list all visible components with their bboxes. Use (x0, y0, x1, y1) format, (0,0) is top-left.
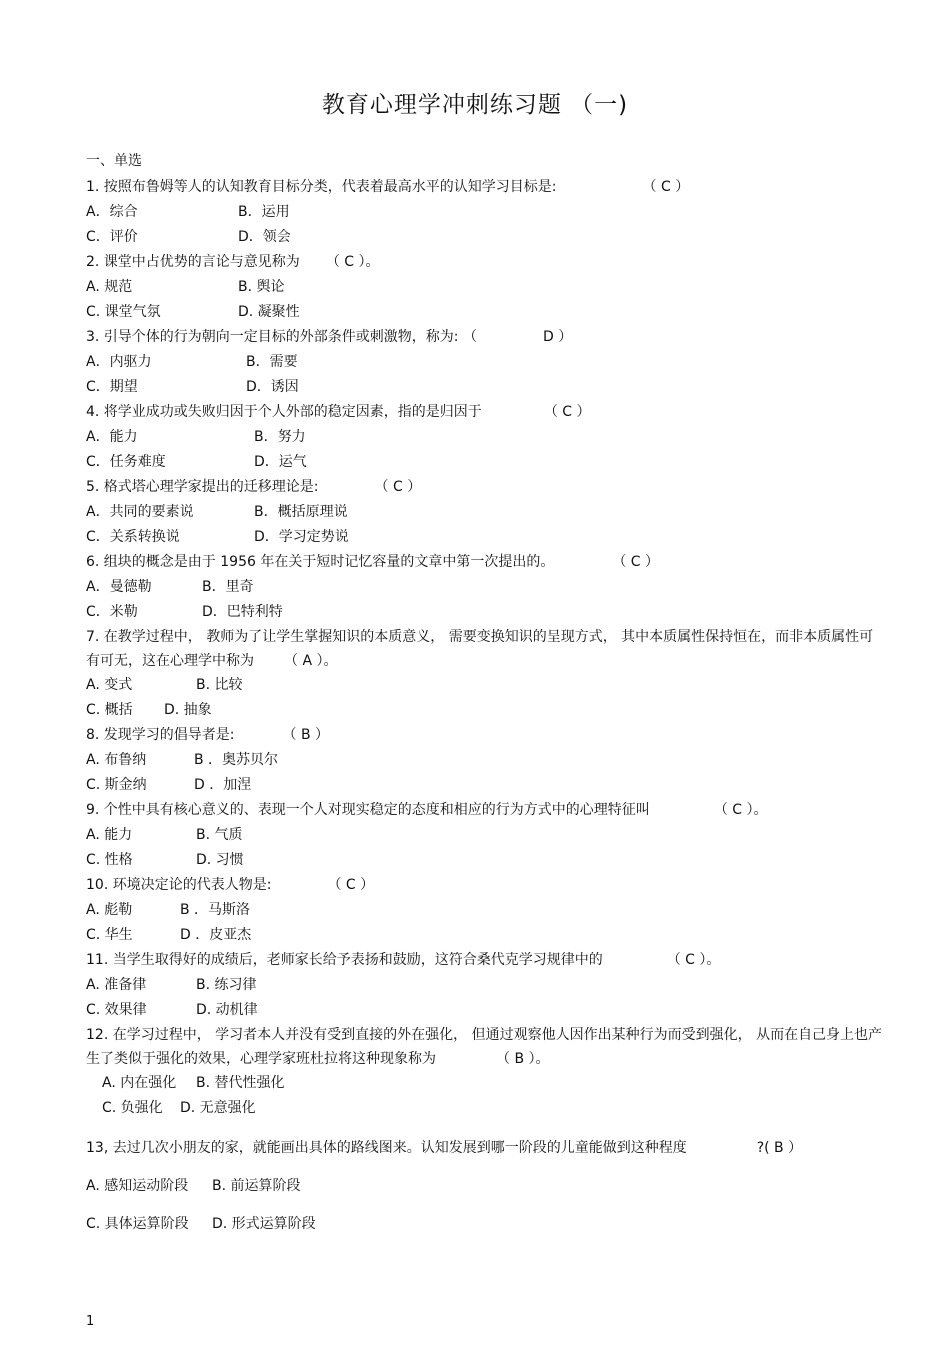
option-row (86, 525, 886, 550)
option: B．运用 (238, 204, 290, 220)
question-text: 10. 环境决定论的代表人物是: (86, 877, 272, 893)
option: A. 感知运动阶段 (86, 1178, 189, 1194)
question-2 (86, 250, 886, 275)
question-answer: （ C ）。 (666, 952, 721, 968)
option: B．概括原理说 (254, 504, 348, 520)
option: B．里奇 (202, 579, 254, 595)
option: D. 动机律 (196, 1002, 258, 1018)
section-heading: 一、单选 (86, 153, 142, 169)
question-answer: （ C ） (327, 877, 375, 893)
question-answer: D ） (542, 329, 573, 345)
option: B. 练习律 (196, 977, 257, 993)
question-text: 7. 在教学过程中， 教师为了让学生掌握知识的本质意义， 需要变换知识的呈现方式， 其中本质属性保持恒在，而非本质属性可有可无，这在心理学中称为 (86, 629, 874, 669)
question-13 (86, 1129, 886, 1167)
option: D. 习惯 (196, 852, 244, 868)
option: D．领会 (238, 229, 291, 245)
question-answer: （ C ） (642, 179, 690, 195)
option: D. 形式运算阶段 (212, 1216, 316, 1232)
option: C. 华生 (86, 927, 133, 943)
question-4 (86, 400, 886, 425)
question-answer: ?( B ） (756, 1140, 803, 1156)
option: C. 负强化 (102, 1100, 163, 1116)
option-row (86, 1071, 886, 1096)
option: B ．马斯洛 (180, 902, 251, 918)
option: C．关系转换说 (86, 529, 180, 545)
option: B．努力 (254, 429, 306, 445)
option: C. 性格 (86, 852, 133, 868)
option: A．内驱力 (86, 354, 152, 370)
option-row (86, 698, 886, 723)
question-answer: （ B ） (282, 727, 330, 743)
question-answer: （ C ） (543, 404, 591, 420)
option-row (86, 973, 886, 998)
option: C．评价 (86, 229, 138, 245)
option-row (86, 823, 886, 848)
option: C．期望 (86, 379, 138, 395)
option-row (86, 500, 886, 525)
option: A. 准备律 (86, 977, 147, 993)
option: D ．加涅 (194, 777, 252, 793)
option: C. 概括 (86, 702, 133, 718)
question-11 (86, 948, 886, 973)
question-text: 4. 将学业成功或失败归因于个人外部的稳定因素，指的是归因于 (86, 404, 482, 420)
option: B．需要 (246, 354, 298, 370)
option: A. 彪勒 (86, 902, 133, 918)
question-answer: （ C ） (612, 554, 660, 570)
option-row (86, 923, 886, 948)
option: D ．皮亚杰 (180, 927, 252, 943)
option: C．任务难度 (86, 454, 166, 470)
option: B. 前运算阶段 (212, 1178, 301, 1194)
option: C. 斯金纳 (86, 777, 147, 793)
option-row (86, 848, 886, 873)
option-row (86, 773, 886, 798)
option: A. 内在强化 (102, 1075, 177, 1091)
question-text: 1. 按照布鲁姆等人的认知教育目标分类，代表着最高水平的认知学习目标是: (86, 179, 557, 195)
question-text: 3. 引导个体的行为朝向一定目标的外部条件或刺激物，称为: （ (86, 329, 477, 345)
option: D. 无意强化 (180, 1100, 256, 1116)
option-row (86, 450, 886, 475)
document-title: 教育心理学冲刺练习题 （一) (321, 92, 629, 118)
option: C. 具体运算阶段 (86, 1216, 189, 1232)
option-row (86, 998, 886, 1023)
option: A. 能力 (86, 827, 133, 843)
question-text: 11. 当学生取得好的成绩后，老师家长给予表扬和鼓励，这符合桑代克学习规律中的 (86, 952, 603, 968)
question-text: 5. 格式塔心理学家提出的迁移理论是: (86, 479, 319, 495)
option: B. 舆论 (238, 279, 285, 295)
page-number: 1 (86, 1314, 95, 1329)
option-row (86, 600, 886, 625)
question-text: 12. 在学习过程中， 学习者本人并没有受到直接的外在强化， 但通过观察他人因作出某种行为而受到强化， 从而在自己身上也产生了类似于强化的效果，心理学家班杜拉将这种现象称为 (86, 1027, 883, 1067)
question-9 (86, 798, 886, 823)
question-text: 9. 个性中具有核心意义的、表现一个人对现实稳定的态度和相应的行为方式中的心理特征叫 (86, 802, 650, 818)
option-row (86, 200, 886, 225)
question-text: 6. 组块的概念是由于 1956 年在关于短时记忆容量的文章中第一次提出的。 (86, 554, 555, 570)
option: D．诱因 (246, 379, 299, 395)
question-5 (86, 475, 886, 500)
question-1 (86, 175, 886, 200)
option: C. 课堂气氛 (86, 304, 161, 320)
question-7 (86, 625, 886, 673)
option: B ．奥苏贝尔 (194, 752, 279, 768)
question-text: 2. 课堂中占优势的言论与意见称为 (86, 254, 300, 270)
question-12 (86, 1023, 886, 1071)
option: A．共同的要素说 (86, 504, 194, 520)
option-row (86, 1167, 886, 1205)
option-row (86, 1096, 886, 1121)
option-row (86, 748, 886, 773)
option: C. 效果律 (86, 1002, 147, 1018)
option-row (86, 350, 886, 375)
question-answer: （ B ）。 (496, 1051, 550, 1067)
option-row (86, 898, 886, 923)
question-answer: （ C ）。 (325, 254, 380, 270)
option: A．曼德勒 (86, 579, 152, 595)
question-6 (86, 550, 886, 575)
option-row (86, 275, 886, 300)
question-10 (86, 873, 886, 898)
question-text: 13, 去过几次小朋友的家，就能画出具体的路线图来。认知发展到哪一阶段的儿童能做到这种程度 (86, 1140, 687, 1156)
question-8 (86, 723, 886, 748)
option: D．巴特利特 (202, 604, 283, 620)
option-row (86, 1205, 886, 1243)
option: A. 布鲁纳 (86, 752, 147, 768)
option-row (86, 300, 886, 325)
option: C．米勒 (86, 604, 138, 620)
option: A. 规范 (86, 279, 133, 295)
question-answer: （ A ）。 (284, 653, 338, 669)
option: A．能力 (86, 429, 138, 445)
option-row (86, 425, 886, 450)
option: A. 变式 (86, 677, 133, 693)
option: B. 比较 (196, 677, 243, 693)
option: D. 凝聚性 (238, 304, 300, 320)
question-text: 8. 发现学习的倡导者是: (86, 727, 235, 743)
option-row (86, 575, 886, 600)
option: D. 抽象 (164, 702, 212, 718)
question-answer: （ C ） (374, 479, 422, 495)
question-list (86, 175, 886, 1243)
option-row (86, 673, 886, 698)
option-row (86, 225, 886, 250)
option: A．综合 (86, 204, 138, 220)
question-answer: （ C ）。 (713, 802, 768, 818)
option-row (86, 375, 886, 400)
option: B. 气质 (196, 827, 243, 843)
option: B. 替代性强化 (196, 1075, 285, 1091)
option: D．学习定势说 (254, 529, 349, 545)
question-3 (86, 325, 886, 350)
option: D．运气 (254, 454, 307, 470)
